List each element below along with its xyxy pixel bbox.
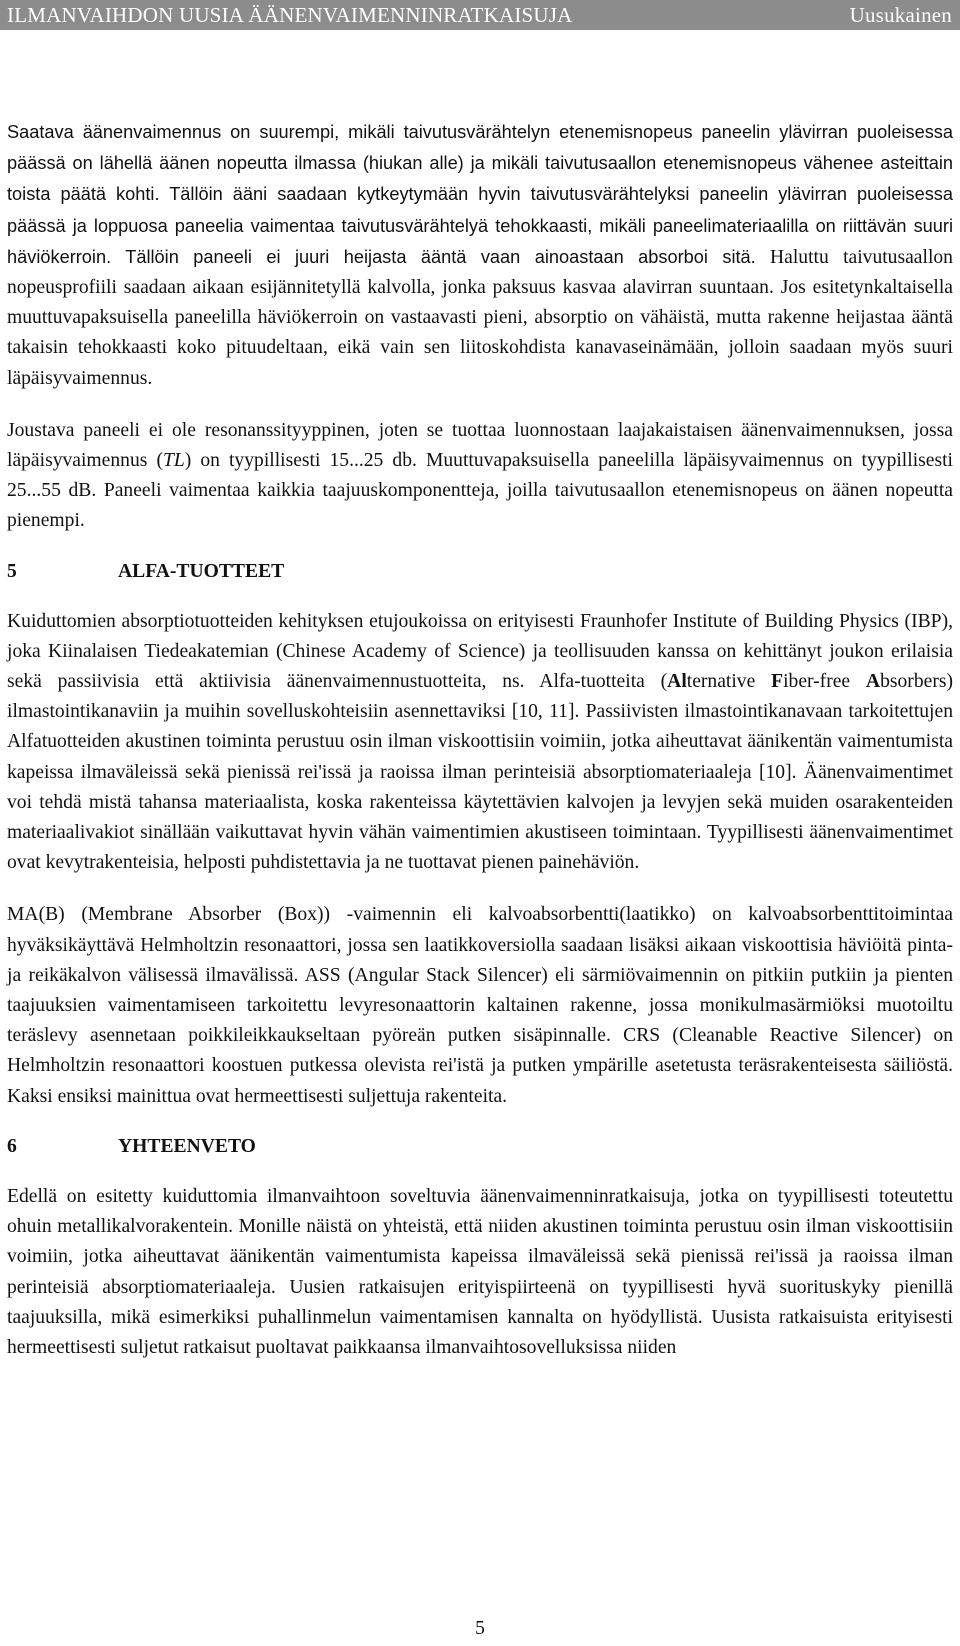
section-6-heading [7,1132,953,1162]
paragraph-3-part-b: ternative [686,671,772,693]
header-title: ILMANVAIHDON UUSIA ÄÄNENVAIMENNINRATKAISUJA [7,2,573,27]
section-6-title: YHTEENVETO [118,1135,256,1157]
paragraph-3 [7,607,953,879]
header-label: Uusukainen [849,2,952,27]
tl-abbreviation: TL [162,450,185,472]
bold-f: F [771,671,784,693]
page-body [7,117,953,1363]
paragraph-2-part-a: Joustava paneeli ei ole resonanssityyppinen, joten se tuottaa luonnostaan laajakaistaisen äänenvaimennuksen, jossa läpäisyvaimennus ( [7,419,953,472]
section-5-heading [7,557,953,587]
section-5-title: ALFA-TUOTTEET [118,560,285,582]
paragraph-3-part-a: Kuiduttomien absorptiotuotteiden kehityksen etujoukoissa on erityisesti Fraunhofer Institute of Building Physics (IBP), joka Kiinalaisen Tiedeakatemian (Chinese Academy of Science) ja teollisuuden kanssa on kehittänyt joukon erilaisia sekä passiivisia että aktiivisia äänenvaimennustuotteita, ns. Alfa-tuotteita ( [7,610,953,693]
paragraph-2 [7,416,953,537]
paragraph-3-part-d: bsorbers) ilmastointikanaviin ja muihin sovelluskohteisiin asennettaviksi [10, 11]. Passiivisten ilmastointikanavaan tarkoitettujen Alfatuotteiden akustinen toiminta perustuu osin ilman viskoottisiin voimiin, jotka aiheuttavat äänikentän vaimentumista kapeissa ilmaväleissä sekä pienissä rei'issä ja raoissa ilman perinteisiä absorptiomateriaaleja [10]. Äänenvaimentimet voi tehdä mistä tahansa materiaalista, koska rakenteissa käytettävien kalvojen ja levyjen sekä muiden osarakenteiden materiaalivakiot sinällään vaikuttavat hyvin vähän vaimentimien akustiseen toimintaan. Tyypillisesti äänenvaimentimet ovat kevytrakenteisia, helposti puhdistettavia ja ne tuottavat pienen painehäviön. [7,671,953,874]
paragraph-4: MA(B) (Membrane Absorber (Box)) -vaimennin eli kalvoabsorbentti(laatikko) on kalvoabsorbenttitoimintaa hyväksikäyttävä Helmholtzin resonaattori, jossa sen laatikkoversiolla saadaan lisäksi aikaan viskoottisia häviöitä pinta- ja reikäkalvon välisessä ilmavälissä. ASS (Angular Stack Silencer) eli särmiövaimennin on pitkiin putkiin ja pienten taajuuksien vaimentamiseen tarkoitettu levyresonaattorin kaltainen rakenne, jossa monikulmasärmiöksi muotoiltu teräslevy asennetaan poikkileikkaukseltaan pyöreän putken sisäpinnalle. CRS (Cleanable Reactive Silencer) on Helmholtzin resonaattori koostuen putkessa olevista rei'istä ja putken ympärille asetetusta teräsrakenteisesta säiliöstä. Kaksi ensiksi mainittua ovat hermeettisesti suljettuja rakenteita. [7,904,953,1107]
running-header [0,0,960,30]
paragraph-1-part-a: Saatava äänenvaimennus on suurempi, mikäli taivutusvärähtelyn etenemisnopeus paneelin ylävirran puoleisessa päässä on lähellä äänen nopeutta ilmassa (hiukan alle) ja mikäli taivutusaallon etenemisnopeus vähenee asteittain toista päätä kohti. [7,122,953,205]
paragraph-3-part-c: iber-free [783,671,866,693]
page-number: 5 [475,1618,485,1639]
paragraph-1-part-d: Jos esitetynkaltaisella muuttuvapaksuisella paneelilla häviökerroin on vastaavasti pieni, absorptio on vähäistä, mutta rakenne heijastaa ääntä takaisin tehokkaasti koko pituudeltaan, eikä vain sen liitoskohdista kanavaseinämään, jolloin saadaan myös suuri läpäisyvaimennus. [7,277,953,389]
section-5-number: 5 [7,560,17,582]
paragraph-1-part-b: Tällöin ääni saadaan kytkeytymään hyvin taivutusvärähtelyksi paneelin ylävirran puoleisessa päässä ja loppuosa paneelia vaimentaa taivutusvärähtelyä tehokkaasti, mikäli paneelimateriaalilla on riittävän suuri häviökerroin. Tällöin paneeli ei juuri heijasta ääntä vaan ainoastaan absorboi sitä. [7,184,954,267]
section-6-number: 6 [7,1135,17,1157]
paragraph-1 [7,117,953,394]
paragraph-5: Edellä on esitetty kuiduttomia ilmanvaihtoon soveltuvia äänenvaimenninratkaisuja, jotka on tyypillisesti toteutettu ohuin metallikalvorakentein. Monille näistä on yhteistä, että niiden akustinen toiminta perustuu osin ilman viskoottisiin voimiin, jotka aiheuttavat äänikentän vaimentumista kapeissa ilmaväleissä sekä pienissä rei'issä ja raoissa ilman perinteisiä absorptiomateriaaleja. Uusien ratkaisujen erityispiirteenä on tyypillisesti hyvä suorituskyky pienillä taajuuksilla, mikä esimerkiksi puhallinmelun vaimentamisen kannalta on hyödyllistä. Uusista ratkaisuista erityisesti hermeettisesti suljetut ratkaisut puoltavat paikkaansa ilmanvaihtosovelluksissa niiden [7,1185,953,1358]
paragraph-2-part-b: ) on tyypillisesti 15...25 db. Muuttuvapaksuisella paneelilla läpäisyvaimennus on tyypillisesti 25...55 dB. Paneeli vaimentaa kaikkia taajuuskomponentteja, joilla taivutusaallon etenemisnopeus on äänen nopeutta pienempi. [7,450,953,532]
bold-al: Al [667,671,687,693]
bold-a: A [865,671,881,693]
paragraph-1-part-c: Haluttu taivutusaallon nopeusprofiili saadaan aikaan esijännitetyllä kalvolla, jonka paksuus kasvaa alavirran suuntaan. [7,246,953,299]
